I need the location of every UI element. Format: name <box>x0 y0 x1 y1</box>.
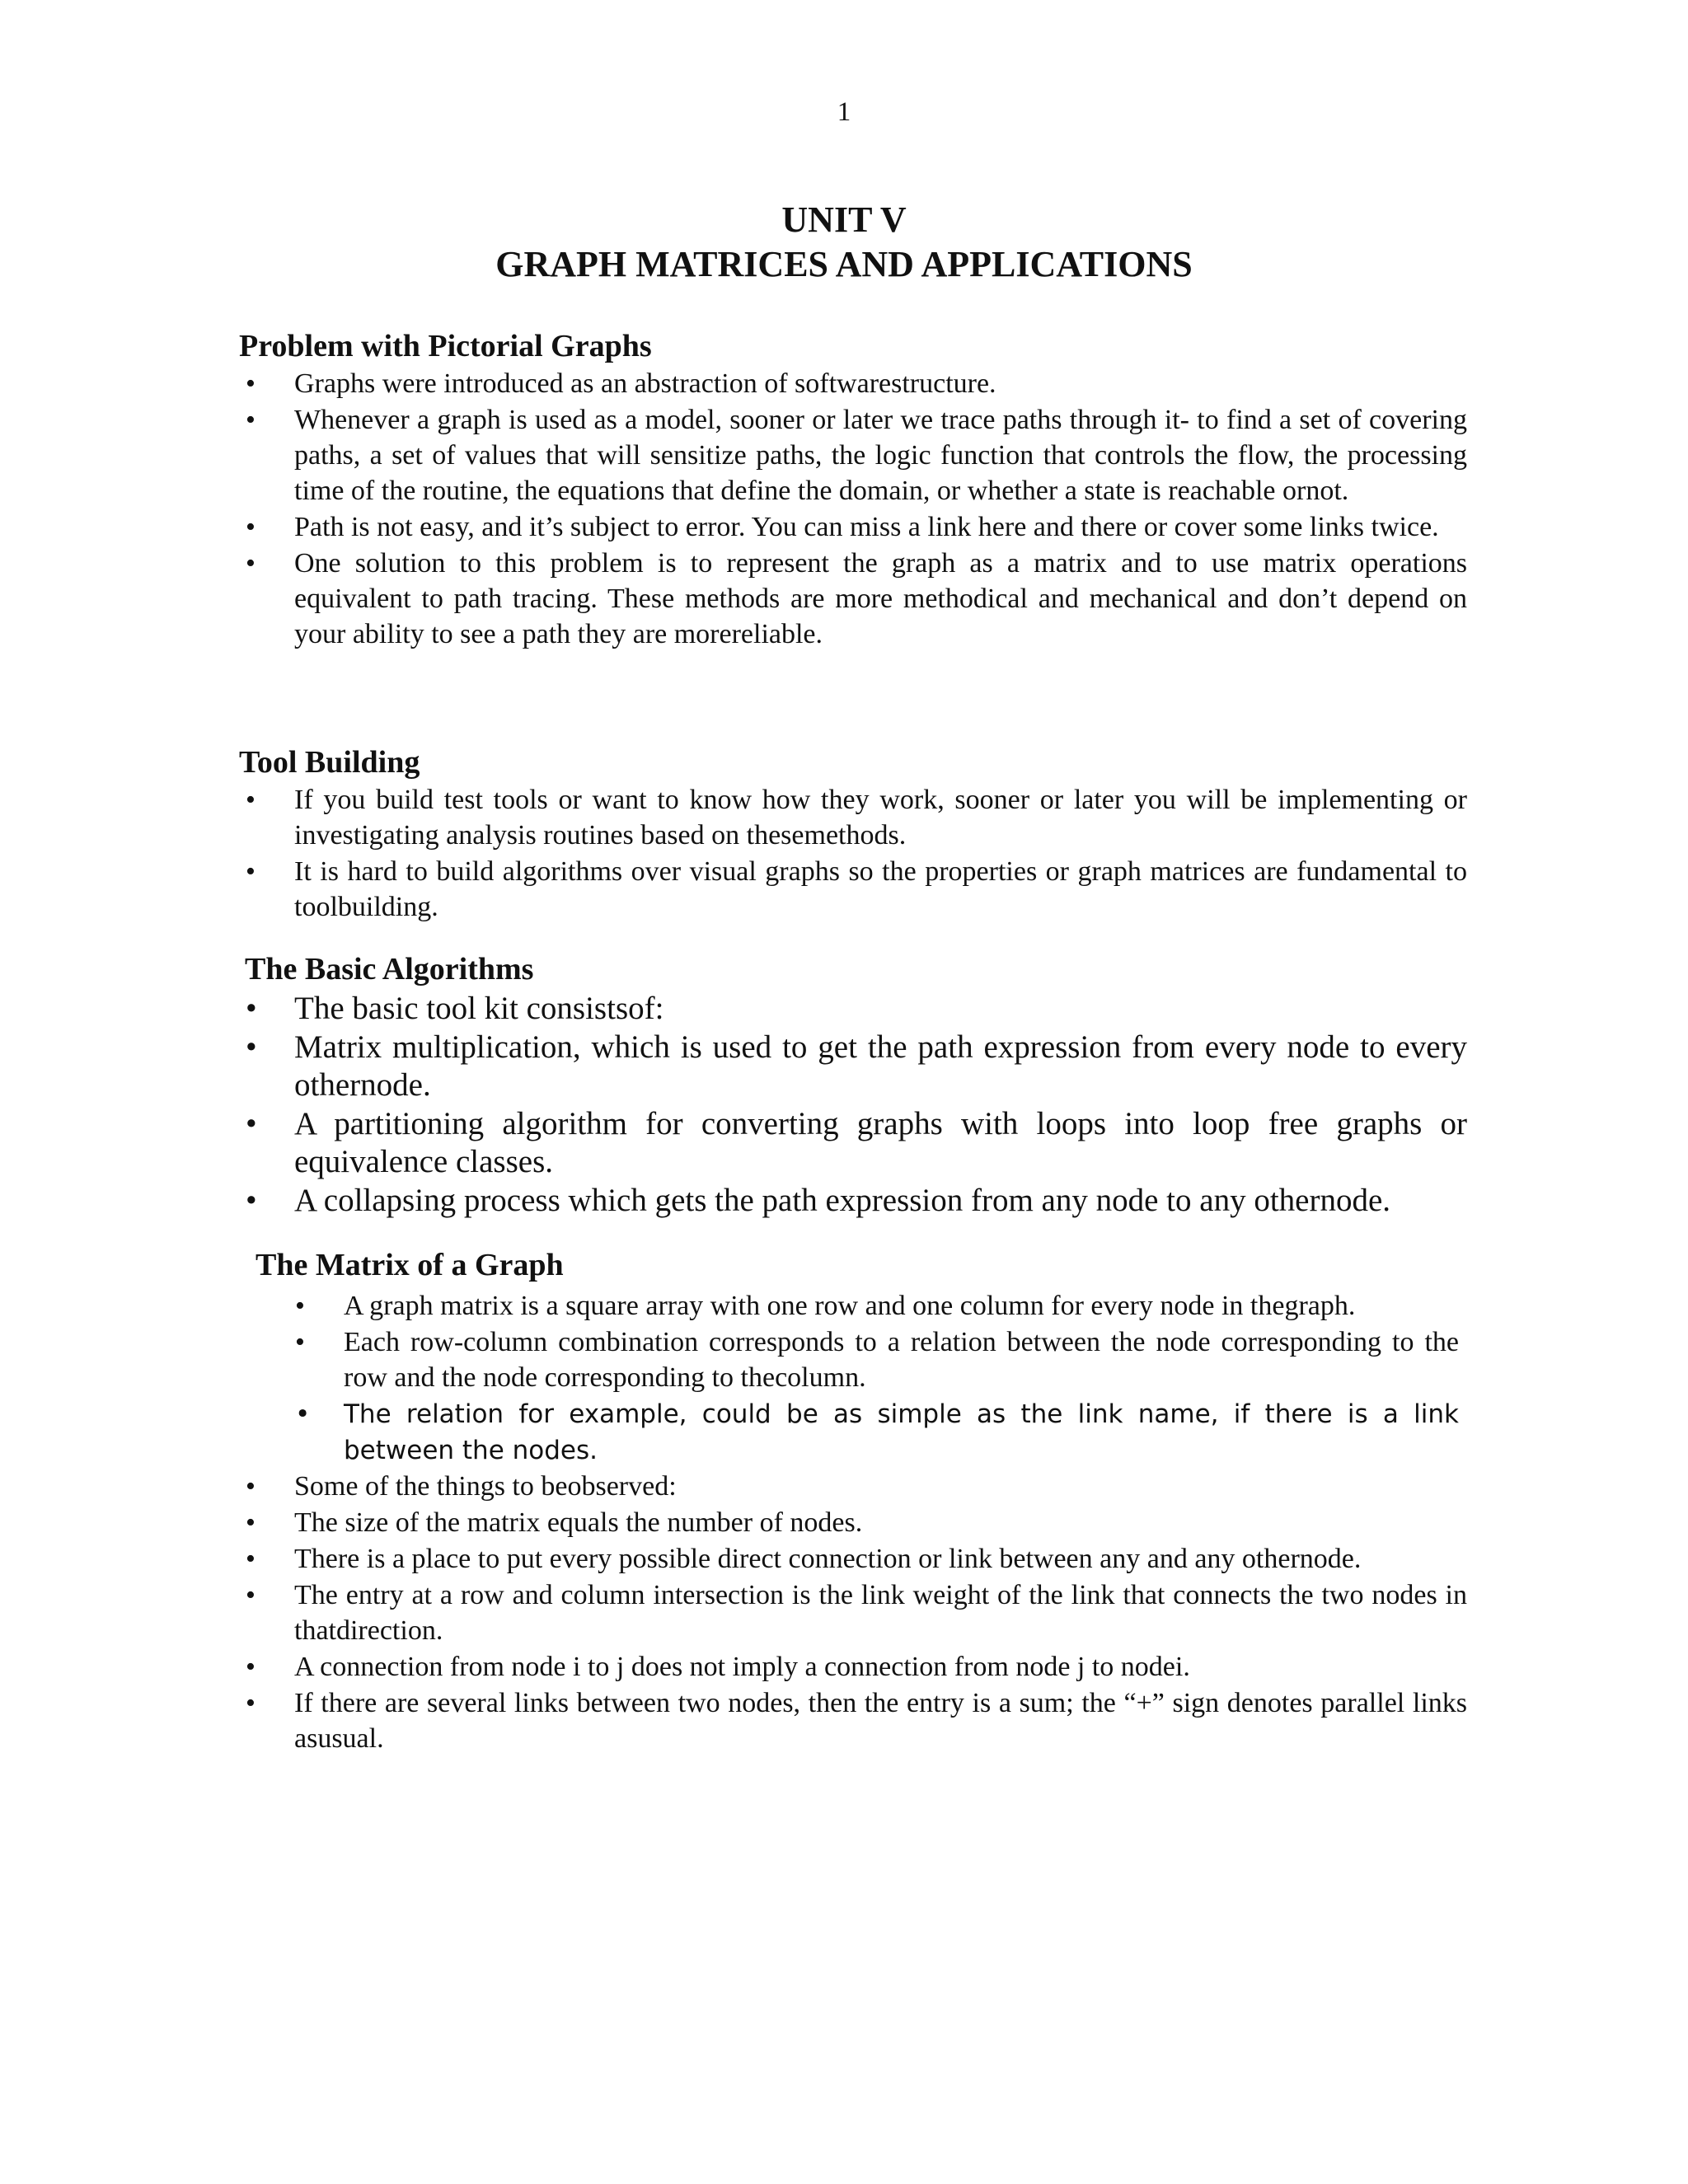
section-heading-matrix-of-graph: The Matrix of a Graph <box>256 1248 564 1282</box>
list-item: • Some of the things to beobserved: <box>239 1469 1467 1504</box>
list-item: • Graphs were introduced as an abstraction of softwarestructure. <box>239 366 1467 401</box>
list-item: • A connection from node i to j does not imply a connection from node j to nodei. <box>239 1649 1467 1685</box>
section-heading-tool-building: Tool Building <box>239 745 420 780</box>
list-item: • Matrix multiplication, which is used to get the path expression from every node to every othernode. <box>239 1029 1467 1104</box>
section-heading-pictorial-graphs: Problem with Pictorial Graphs <box>239 329 652 363</box>
list-item: • Whenever a graph is used as a model, sooner or later we trace paths through it- to find a set of covering paths, a set of values that will sensitize paths, the logic function that controls the flow, the processing time of the routine, the equations that define the domain, or whether a state is reachable ornot. <box>239 402 1467 509</box>
list-item: • The relation for example, could be as simple as the link name, if there is a link between the nodes. <box>288 1396 1459 1469</box>
bullet-list-pictorial-graphs <box>239 366 1467 653</box>
chapter-title: GRAPH MATRICES AND APPLICATIONS <box>495 244 1193 284</box>
bullet-list-tool-building <box>239 782 1467 926</box>
list-item: • Path is not easy, and it’s subject to error. You can miss a link here and there or cover some links twice. <box>239 509 1467 545</box>
list-item: • It is hard to build algorithms over visual graphs so the properties or graph matrices are fundamental to toolbuilding. <box>239 854 1467 925</box>
section-heading-basic-algorithms: The Basic Algorithms <box>245 952 534 987</box>
unit-title: UNIT V <box>781 199 907 240</box>
bullet-list-matrix-of-graph-nested <box>288 1288 1459 1469</box>
list-item: • If there are several links between two nodes, then the entry is a sum; the “+” sign denotes parallel links asusual. <box>239 1685 1467 1756</box>
list-item: • Each row-column combination corresponds to a relation between the node corresponding to the row and the node corresponding to thecolumn. <box>288 1324 1459 1395</box>
list-item: • One solution to this problem is to represent the graph as a matrix and to use matrix operations equivalent to path tracing. These methods are more methodical and mechanical and don’t depend on your ability to see a path they are morereliable. <box>239 546 1467 652</box>
list-item: • The entry at a row and column intersection is the link weight of the link that connects the two nodes in thatdirection. <box>239 1577 1467 1648</box>
page-number: 1 <box>837 97 851 127</box>
list-item: • A partitioning algorithm for converting graphs with loops into loop free graphs or equivalence classes. <box>239 1105 1467 1181</box>
title-block <box>0 198 1688 287</box>
list-item: • The basic tool kit consistsof: <box>239 990 1467 1028</box>
list-item: • A collapsing process which gets the path expression from any node to any othernode. <box>239 1182 1467 1220</box>
list-item: • A graph matrix is a square array with one row and one column for every node in thegraph. <box>288 1288 1459 1324</box>
list-item: • If you build test tools or want to know how they work, sooner or later you will be implementing or investigating analysis routines based on thesemethods. <box>239 782 1467 853</box>
list-item: • The size of the matrix equals the number of nodes. <box>239 1505 1467 1540</box>
bullet-list-matrix-observations <box>239 1469 1467 1757</box>
bullet-list-basic-algorithms <box>239 990 1467 1221</box>
list-item: • There is a place to put every possible direct connection or link between any and any othernode. <box>239 1541 1467 1577</box>
